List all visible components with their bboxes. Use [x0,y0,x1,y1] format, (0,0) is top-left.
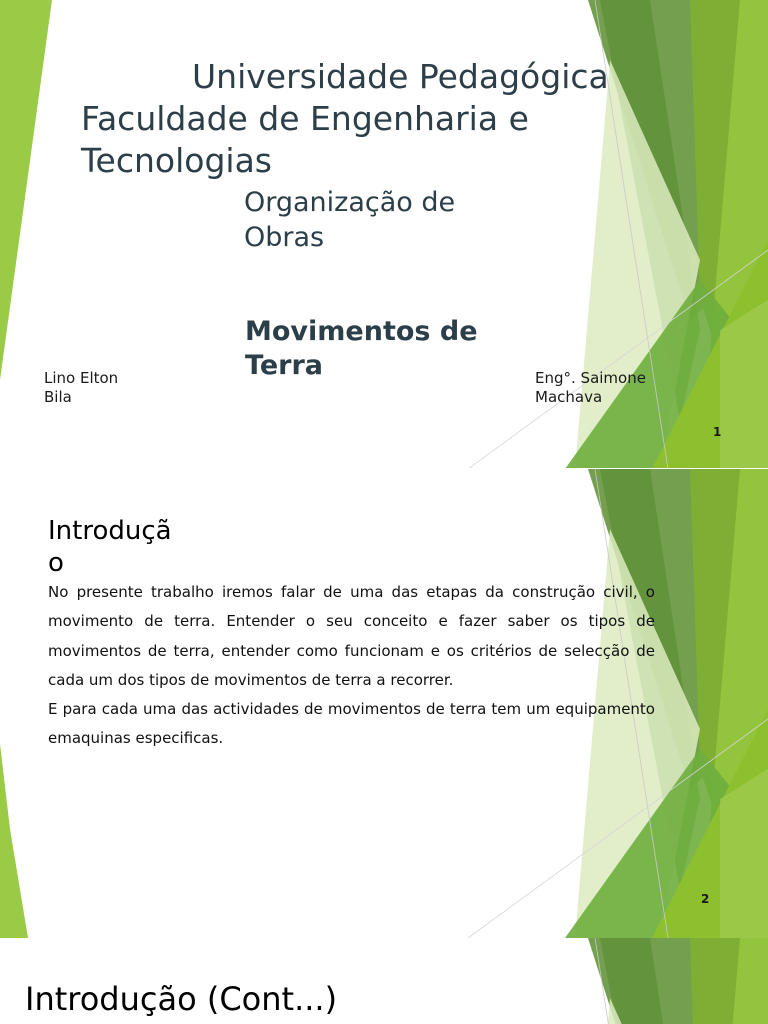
slide-heading-line1: Introduçã [48,516,172,546]
topic-title [245,315,478,383]
author-name-line2: Bila [44,388,72,406]
course-name-line2: Obras [244,222,325,253]
introduction-slide [0,469,768,938]
slide-heading-line2: o [48,548,64,578]
paragraph-2: E para cada uma das actividades de movimentos de terra tem um equipamento emaquinas especificas. [48,700,655,748]
teacher-name-line2: Machava [535,388,603,406]
author-name-line1: Lino Elton [44,369,119,387]
paragraph-1: No presente trabalho iremos falar de uma das etapas da construção civil, o movimento de terra. Entender o seu conceito e fazer saber os tipos de movimentos de terra, entender como funcionam e os critérios de selecção de cada um dos tipos de movimentos de terra a recorrer. [48,583,655,689]
left-green-stripe [0,0,52,380]
faculty-title-line1: Faculdade de Engenharia e [81,99,529,138]
university-title: Universidade Pedagógica [192,57,609,96]
slide-heading [48,515,172,579]
topic-title-line2: Terra [245,350,323,381]
title-slide [0,0,768,468]
slide-heading: Introdução (Cont...) [25,980,338,1018]
faculty-title-line2: Tecnologias [81,141,272,180]
slide-body [48,578,655,754]
course-name-line1: Organização de [244,187,456,218]
teacher-name [535,369,646,407]
introduction-continued-slide [0,938,768,1024]
course-name [244,185,455,255]
author-name [44,369,118,407]
left-green-stripe [0,744,28,938]
teacher-name-line1: Eng°. Saimone [535,369,646,387]
topic-title-line1: Movimentos de [245,316,478,347]
page-number: 2 [701,892,710,906]
page-number: 1 [713,425,722,439]
